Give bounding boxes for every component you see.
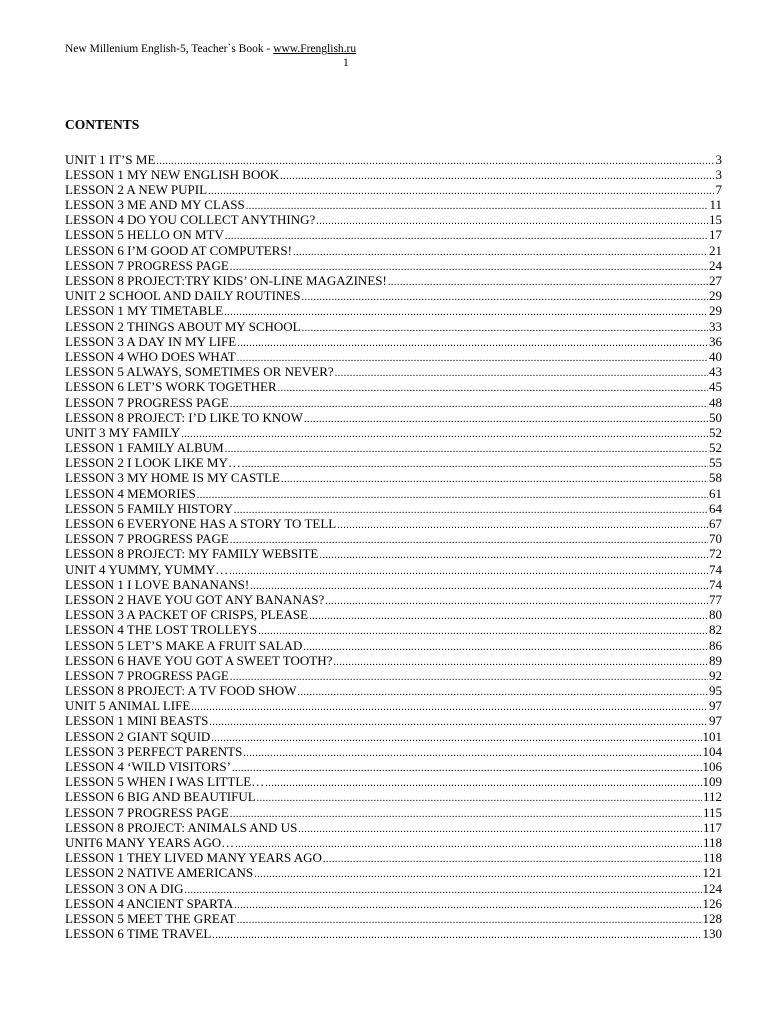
- toc-entry-title: LESSON 6 HAVE YOU GOT A SWEET TOOTH?: [65, 652, 333, 668]
- toc-entry-page-number: 86: [709, 637, 722, 653]
- dot-leader: [298, 822, 702, 837]
- toc-entry-page-number: 3: [715, 151, 722, 167]
- toc-entry[interactable]: [65, 334, 722, 349]
- dot-leader: [209, 715, 708, 730]
- toc-entry[interactable]: [65, 273, 722, 288]
- toc-entry[interactable]: [65, 865, 722, 880]
- toc-entry-page-number: 89: [709, 652, 722, 668]
- toc-entry-page-number: 15: [709, 212, 722, 228]
- table-of-contents: [65, 152, 722, 942]
- toc-entry-title: LESSON 1 MY NEW ENGLISH BOOK: [65, 166, 280, 182]
- dot-leader: [229, 564, 708, 579]
- dot-leader: [243, 746, 701, 761]
- dot-leader: [234, 898, 701, 913]
- toc-entry[interactable]: [65, 881, 722, 896]
- toc-entry[interactable]: [65, 395, 722, 410]
- dot-leader: [302, 321, 708, 336]
- toc-entry-page-number: 121: [702, 865, 722, 881]
- toc-entry-title: LESSON 8 PROJECT: ANIMALS AND US: [65, 819, 298, 835]
- toc-entry[interactable]: [65, 288, 722, 303]
- toc-entry[interactable]: [65, 653, 722, 668]
- toc-entry-page-number: 112: [702, 789, 722, 805]
- toc-entry-title: LESSON 1 FAMILY ALBUM: [65, 440, 224, 456]
- toc-entry-page-number: 104: [702, 743, 722, 759]
- toc-entry[interactable]: [65, 212, 722, 227]
- dot-leader: [237, 336, 708, 351]
- toc-entry[interactable]: [65, 227, 722, 242]
- toc-entry[interactable]: [65, 896, 722, 911]
- dot-leader: [297, 685, 708, 700]
- toc-entry[interactable]: [65, 622, 722, 637]
- toc-entry-title: LESSON 3 PERFECT PARENTS: [65, 743, 243, 759]
- dot-leader: [325, 594, 708, 609]
- dot-leader: [280, 169, 714, 184]
- toc-entry[interactable]: [65, 364, 722, 379]
- toc-entry-page-number: 48: [709, 394, 722, 410]
- toc-entry-title: LESSON 2 THINGS ABOUT MY SCHOOL: [65, 318, 301, 334]
- toc-entry-title: LESSON 5 HELLO ON MTV: [65, 227, 224, 243]
- dot-leader: [265, 776, 701, 791]
- toc-entry[interactable]: [65, 501, 722, 516]
- toc-entry-title: LESSON 2 GIANT SQUID: [65, 728, 211, 744]
- toc-entry-page-number: 24: [709, 257, 722, 273]
- toc-entry-page-number: 72: [709, 546, 722, 562]
- toc-entry-title: LESSON 8 PROJECT:TRY KIDS’ ON-LINE MAGAZINES!: [65, 273, 387, 288]
- toc-entry[interactable]: [65, 516, 722, 531]
- toc-entry[interactable]: [65, 729, 722, 744]
- dot-leader: [309, 609, 708, 624]
- toc-entry[interactable]: [65, 425, 722, 440]
- toc-entry[interactable]: [65, 592, 722, 607]
- toc-entry-title: LESSON 7 PROGRESS PAGE: [65, 804, 229, 820]
- dot-leader: [211, 731, 701, 746]
- toc-entry-title: LESSON 4 MEMORIES: [65, 485, 196, 501]
- dot-leader: [335, 366, 708, 381]
- toc-entry-title: UNIT6 MANY YEARS AGO…: [65, 834, 235, 850]
- toc-entry-title: LESSON 5 MEET THE GREAT: [65, 910, 236, 926]
- toc-entry[interactable]: [65, 638, 722, 653]
- toc-entry-title: LESSON 5 ALWAYS, SOMETIMES OR NEVER?: [65, 364, 334, 380]
- toc-entry-page-number: 74: [709, 561, 722, 577]
- toc-entry-page-number: 17: [709, 227, 722, 243]
- dot-leader: [181, 427, 708, 442]
- toc-entry[interactable]: [65, 789, 722, 804]
- toc-entry[interactable]: [65, 805, 722, 820]
- toc-entry[interactable]: [65, 410, 722, 425]
- toc-entry-title: LESSON 2 NATIVE AMERICANS: [65, 865, 254, 881]
- toc-entry[interactable]: [65, 319, 722, 334]
- dot-leader: [304, 412, 708, 427]
- toc-entry-title: LESSON 3 MY HOME IS MY CASTLE: [65, 470, 280, 486]
- toc-entry-title: UNIT 1 IT’S ME: [65, 151, 156, 167]
- dot-leader: [191, 700, 708, 715]
- dot-leader: [258, 624, 708, 639]
- toc-entry[interactable]: [65, 486, 722, 501]
- toc-entry-title: LESSON 7 PROGRESS PAGE: [65, 257, 229, 273]
- toc-entry-title: LESSON 6 I’M GOOD AT COMPUTERS!: [65, 242, 292, 258]
- toc-entry-title: LESSON 6 EVERYONE HAS A STORY TO TELL: [65, 516, 337, 531]
- toc-entry-title: LESSON 1 MY TIMETABLE: [65, 303, 224, 319]
- toc-entry-title: LESSON 4 THE LOST TROLLEYS: [65, 622, 258, 638]
- toc-entry[interactable]: [65, 258, 722, 273]
- toc-entry-page-number: 115: [702, 804, 722, 820]
- toc-entry-title: LESSON 4 ‘WILD VISITORS’: [65, 759, 231, 774]
- toc-entry[interactable]: [65, 167, 722, 182]
- toc-entry-page-number: 40: [709, 348, 722, 364]
- toc-entry-title: LESSON 5 FAMILY HISTORY: [65, 500, 233, 516]
- toc-entry-page-number: 29: [709, 303, 722, 319]
- toc-entry-title: LESSON 6 TIME TRAVEL: [65, 926, 212, 942]
- toc-entry-page-number: 61: [709, 485, 722, 501]
- dot-leader: [184, 883, 701, 898]
- dot-leader: [225, 442, 708, 457]
- header-text: New Millenium English-5, Teacher`s Book -: [65, 43, 274, 55]
- toc-entry[interactable]: [65, 470, 722, 485]
- toc-entry-page-number: 74: [709, 576, 722, 592]
- dot-leader: [333, 655, 708, 670]
- toc-entry-title: LESSON 8 PROJECT: MY FAMILY WEBSITE: [65, 546, 319, 562]
- dot-leader: [319, 548, 708, 563]
- dot-leader: [230, 807, 702, 822]
- toc-entry-title: UNIT 5 ANIMAL LIFE: [65, 698, 191, 714]
- toc-entry[interactable]: [65, 303, 722, 318]
- page-number: 1: [343, 57, 349, 69]
- toc-entry[interactable]: [65, 835, 722, 850]
- toc-entry[interactable]: [65, 531, 722, 546]
- toc-entry-title: LESSON 2 HAVE YOU GOT ANY BANANAS?: [65, 591, 325, 607]
- dot-leader: [212, 928, 701, 943]
- dot-leader: [323, 852, 702, 867]
- contents-heading: CONTENTS: [65, 117, 140, 132]
- toc-entry[interactable]: [65, 379, 722, 394]
- toc-entry-title: LESSON 4 ANCIENT SPARTA: [65, 895, 234, 911]
- toc-entry-page-number: 52: [709, 424, 722, 440]
- header-website-link[interactable]: www.Frenglish.ru: [273, 43, 357, 55]
- dot-leader: [242, 457, 708, 472]
- toc-entry-page-number: 80: [709, 607, 722, 623]
- dot-leader: [230, 670, 708, 685]
- toc-entry[interactable]: [65, 197, 722, 212]
- toc-entry[interactable]: [65, 683, 722, 698]
- toc-entry-title: LESSON 7 PROGRESS PAGE: [65, 531, 229, 547]
- toc-entry-page-number: 118: [702, 850, 722, 866]
- toc-entry[interactable]: [65, 820, 722, 835]
- dot-leader: [278, 381, 708, 396]
- toc-entry-title: LESSON 3 A PACKET OF CRISPS, PLEASE: [65, 607, 309, 623]
- toc-entry-page-number: 117: [702, 819, 722, 835]
- dot-leader: [388, 275, 708, 290]
- toc-entry-title: LESSON 3 ME AND MY CLASS: [65, 197, 245, 213]
- toc-entry-page-number: 3: [715, 166, 722, 182]
- dot-leader: [316, 214, 708, 229]
- toc-entry-page-number: 128: [702, 910, 722, 926]
- toc-entry-page-number: 21: [709, 242, 722, 258]
- toc-entry-title: LESSON 1 THEY LIVED MANY YEARS AGO: [65, 850, 322, 866]
- toc-entry[interactable]: [65, 455, 722, 470]
- toc-entry[interactable]: [65, 759, 722, 774]
- dot-leader: [303, 640, 708, 655]
- toc-entry-title: LESSON 7 PROGRESS PAGE: [65, 667, 229, 683]
- toc-entry[interactable]: [65, 562, 722, 577]
- toc-entry[interactable]: [65, 577, 722, 592]
- toc-entry-title: LESSON 3 A DAY IN MY LIFE: [65, 333, 237, 349]
- dot-leader: [281, 472, 708, 487]
- toc-entry-title: LESSON 6 BIG AND BEAUTIFUL: [65, 789, 256, 805]
- toc-entry[interactable]: [65, 546, 722, 561]
- toc-entry-title: LESSON 1 MINI BEASTS: [65, 713, 209, 729]
- toc-entry-title: LESSON 8 PROJECT: A TV FOOD SHOW: [65, 683, 297, 699]
- toc-entry-page-number: 77: [709, 591, 722, 607]
- toc-entry[interactable]: [65, 850, 722, 865]
- dot-leader: [254, 867, 701, 882]
- toc-entry-page-number: 45: [709, 379, 722, 395]
- toc-entry-page-number: 92: [709, 667, 722, 683]
- toc-entry-page-number: 70: [709, 531, 722, 547]
- toc-entry-title: LESSON 3 ON A DIG: [65, 880, 184, 896]
- toc-entry-page-number: 36: [709, 333, 722, 349]
- toc-entry-title: LESSON 5 WHEN I WAS LITTLE…: [65, 774, 265, 790]
- toc-entry[interactable]: [65, 698, 722, 713]
- toc-entry[interactable]: [65, 182, 722, 197]
- dot-leader: [257, 791, 702, 806]
- toc-entry-page-number: 118: [702, 834, 722, 850]
- toc-entry-title: LESSON 1 I LOVE BANANANS!: [65, 576, 250, 592]
- toc-entry-page-number: 50: [709, 409, 722, 425]
- toc-entry-page-number: 95: [709, 683, 722, 699]
- toc-entry-page-number: 124: [702, 880, 722, 896]
- dot-leader: [232, 761, 702, 776]
- toc-entry-title: LESSON 4 WHO DOES WHAT: [65, 348, 236, 364]
- toc-entry-title: UNIT 4 YUMMY, YUMMY…: [65, 561, 229, 577]
- toc-entry[interactable]: [65, 607, 722, 622]
- toc-entry-page-number: 97: [709, 713, 722, 729]
- dot-leader: [225, 229, 708, 244]
- toc-entry-title: UNIT 2 SCHOOL AND DAILY ROUTINES: [65, 288, 301, 304]
- toc-entry[interactable]: [65, 349, 722, 364]
- toc-entry-page-number: 109: [702, 774, 722, 790]
- toc-entry[interactable]: [65, 440, 722, 455]
- toc-entry-page-number: 33: [709, 318, 722, 334]
- dot-leader: [208, 184, 714, 199]
- toc-entry[interactable]: [65, 774, 722, 789]
- toc-entry-title: LESSON 2 I LOOK LIKE MY…: [65, 455, 241, 471]
- toc-entry-page-number: 126: [702, 895, 722, 911]
- toc-entry-page-number: 64: [709, 500, 722, 516]
- toc-entry-page-number: 55: [709, 455, 722, 471]
- toc-entry[interactable]: [65, 668, 722, 683]
- dot-leader: [337, 518, 708, 533]
- dot-leader: [301, 290, 708, 305]
- toc-entry[interactable]: [65, 152, 722, 167]
- toc-entry-page-number: 43: [709, 364, 722, 380]
- dot-leader: [237, 913, 702, 928]
- toc-entry-page-number: 7: [715, 181, 722, 197]
- toc-entry-page-number: 58: [709, 470, 722, 486]
- toc-entry-title: LESSON 4 DO YOU COLLECT ANYTHING?: [65, 212, 316, 228]
- toc-entry-title: LESSON 2 A NEW PUPIL: [65, 181, 208, 197]
- toc-entry-title: LESSON 6 LET’S WORK TOGETHER: [65, 379, 277, 395]
- toc-entry[interactable]: [65, 744, 722, 759]
- toc-entry-title: LESSON 8 PROJECT: I’D LIKE TO KNOW: [65, 409, 303, 425]
- toc-entry-page-number: 106: [702, 759, 722, 774]
- toc-entry[interactable]: [65, 926, 722, 941]
- dot-leader: [293, 245, 708, 260]
- toc-entry-page-number: 27: [709, 273, 722, 288]
- toc-entry-page-number: 130: [702, 926, 722, 942]
- toc-entry-page-number: 97: [709, 698, 722, 714]
- toc-entry-page-number: 29: [709, 288, 722, 304]
- page-header: [65, 43, 356, 56]
- toc-entry[interactable]: [65, 911, 722, 926]
- toc-entry-page-number: 52: [709, 440, 722, 456]
- toc-entry-page-number: 11: [709, 197, 722, 213]
- toc-entry-title: LESSON 5 LET’S MAKE A FRUIT SALAD: [65, 637, 303, 653]
- toc-entry-page-number: 67: [709, 516, 722, 531]
- toc-entry-page-number: 101: [702, 728, 722, 744]
- dot-leader: [197, 488, 708, 503]
- toc-entry-title: LESSON 7 PROGRESS PAGE: [65, 394, 229, 410]
- toc-entry[interactable]: [65, 713, 722, 728]
- toc-entry-page-number: 82: [709, 622, 722, 638]
- toc-entry[interactable]: [65, 243, 722, 258]
- toc-entry-title: UNIT 3 MY FAMILY: [65, 424, 181, 440]
